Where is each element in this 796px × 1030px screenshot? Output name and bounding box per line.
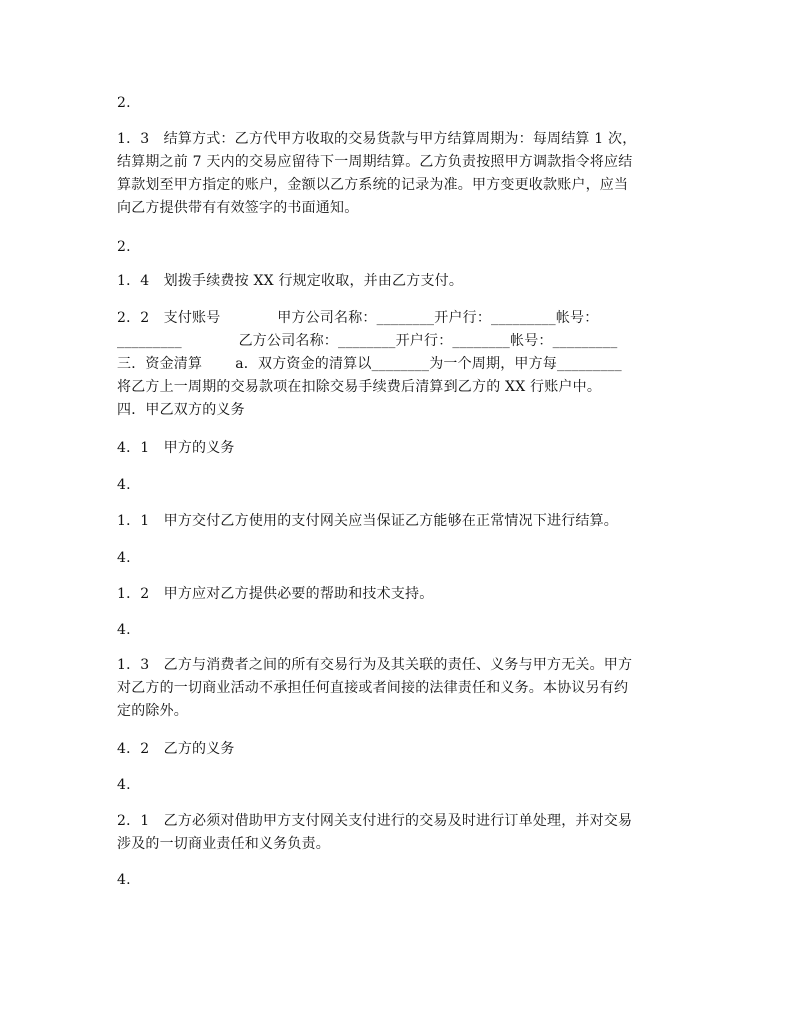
text-line: 三．资金清算 a．双方资金的清算以________为一个周期，甲方每_________ [117, 356, 622, 372]
text-line: 4. [117, 777, 131, 793]
text-line: 2．1 乙方必须对借助甲方支付网关支付进行的交易及时进行订单处理，并对交易 [117, 813, 633, 829]
text-line: 定的除外。 [117, 703, 188, 719]
text-line: 4．1 甲方的义务 [117, 440, 235, 456]
text-line: 4．2 乙方的义务 [117, 741, 235, 757]
text-line: 1．2 甲方应对乙方提供必要的帮助和技术支持。 [117, 586, 434, 602]
text-line: 1．4 划拨手续费按 XX 行规定收取，并由乙方支付。 [117, 273, 464, 289]
text-line: 1．3 乙方与消费者之间的所有交易行为及其关联的责任、义务与甲方无关。甲方 [117, 657, 633, 673]
text-line: 结算期之前 7 天内的交易应留待下一周期结算。乙方负责按照甲方调款指令将应结 [117, 154, 633, 170]
text-line: 4. [117, 477, 131, 493]
paragraph [117, 810, 677, 856]
text-line: 涉及的一切商业责任和义务负责。 [117, 836, 330, 852]
text-line: 对乙方的一切商业活动不承担任何直接或者间接的法律责任和义务。本协议另有约 [117, 680, 629, 696]
paragraph [117, 654, 677, 723]
paragraph [117, 307, 677, 422]
text-line: 2. [117, 95, 131, 111]
paragraph [117, 128, 677, 220]
text-line: 1．3 结算方式：乙方代甲方收取的交易货款与甲方结算周期为：每周结算 1 次， [117, 131, 637, 147]
text-line: 4. [117, 872, 131, 888]
section-heading: 四．甲乙双方的义务 [117, 402, 245, 418]
text-line: 4. [117, 550, 131, 566]
text-line: 2．2 支付账号 甲方公司名称：________开户行：_________帐号： [117, 310, 599, 326]
text-line: _________ 乙方公司名称：________开户行：________帐号：_________ [117, 333, 618, 349]
text-line: 将乙方上一周期的交易款项在扣除交易手续费后清算到乙方的 XX 行账户中。 [117, 379, 602, 395]
text-line: 算款划至甲方指定的账户，金额以乙方系统的记录为准。甲方变更收款账户，应当 [117, 177, 629, 193]
text-line: 4. [117, 622, 131, 638]
text-line: 向乙方提供带有有效签字的书面通知。 [117, 200, 359, 216]
text-line: 1．1 甲方交付乙方使用的支付网关应当保证乙方能够在正常情况下进行结算。 [117, 513, 619, 529]
text-line: 2. [117, 239, 131, 255]
